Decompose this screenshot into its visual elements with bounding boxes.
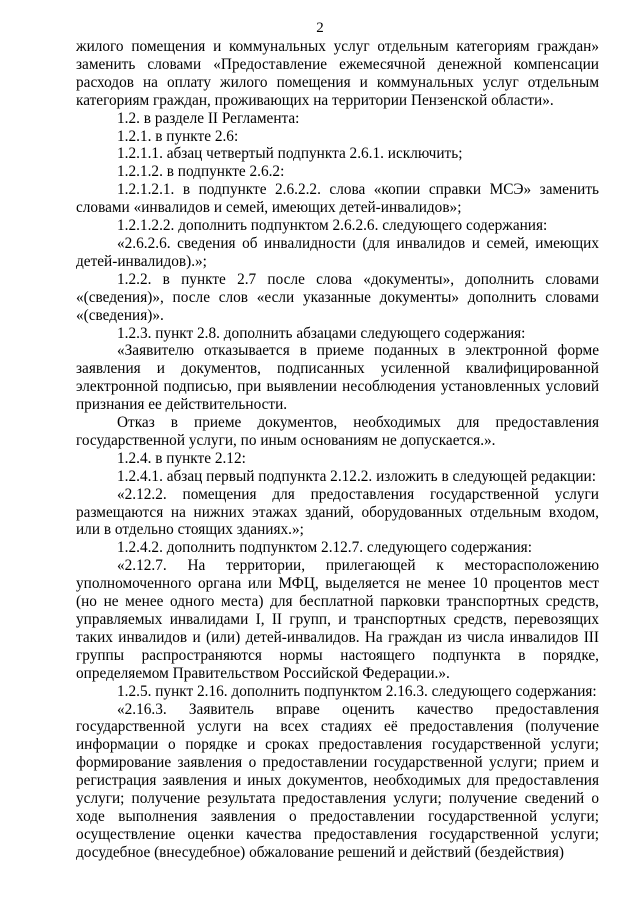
paragraph-1-2-4-2: 1.2.4.2. дополнить подпунктом 2.12.7. следующего содержания: — [117, 539, 532, 557]
paragraph-1-2-4: 1.2.4. в пункте 2.12: — [117, 449, 246, 467]
paragraph-quote-refusal-other: Отказ в приеме документов, необходимых для предоставления государственной услуги, по иным основаниям не допускается.». — [76, 414, 599, 449]
paragraph-1-2-2: 1.2.2. в пункте 2.7 после слова «документы», дополнить словами «(сведения)», после слов «если указанные документы» дополнить словами «(сведения)». — [76, 270, 599, 324]
page-number: 2 — [316, 20, 324, 36]
paragraph-1-2-3: 1.2.3. пункт 2.8. дополнить абзацами следующего содержания: — [117, 324, 526, 342]
paragraph-quote-2-12-2: «2.12.2. помещения для предоставления государственной услуги размещаются на нижних этажах зданий, оборудованных отдельным входом, или в отдельно стоящих зданиях.»; — [76, 485, 599, 539]
paragraph-1-2: 1.2. в разделе II Регламента: — [117, 109, 300, 127]
paragraph-quote-2-6-2-6: «2.6.2.6. сведения об инвалидности (для инвалидов и семей, имеющих детей-инвалидов).»; — [76, 234, 599, 270]
paragraph-quote-2-12-7: «2.12.7. На территории, прилегающей к месторасположению уполномоченного органа или МФЦ, выделяется не менее 10 процентов мест (но не менее одного места) для бесплатной парковки транспортных средств, управляемых инвалидами I, II групп, и транспортных средств, перевозящих таких инвалидов и (или) детей-инвалидов. На граждан из числа инвалидов III группы распространяются нормы настоящего подпункта в порядке, определяемом Правительством Российской Федерации.». — [76, 557, 599, 682]
paragraph-quote-2-16-3: «2.16.3. Заявитель вправе оценить качество предоставления государственной услуги на всех стадиях её предоставления (получение информации о порядке и сроках предоставления государственной услуги; формирование заявления о предоставлении государственной услуги; прием и регистрация заявления и иных документов, необходимых для предоставления услуги; получение результата предоставления услуги; получение сведений о ходе выполнения заявления о предоставлении государственной услуги; осуществление оценки качества предоставления государственной услуги; досудебное (внесудебное) обжалование решений и действий (бездействия) — [76, 700, 599, 861]
paragraph-1-2-1: 1.2.1. в пункте 2.6: — [117, 127, 239, 145]
document-body — [76, 38, 599, 862]
paragraph-1-2-1-2: 1.2.1.2. в подпункте 2.6.2: — [117, 163, 285, 181]
paragraph-1-2-1-1: 1.2.1.1. абзац четвертый подпункта 2.6.1. исключить; — [117, 145, 463, 163]
paragraph-quote-refusal: «Заявителю отказывается в приеме поданных в электронной форме заявления и документов, подписанных усиленной квалифицированной электронной подписью, при выявлении несоблюдения установленных условий признания ее действительности. — [76, 342, 599, 414]
paragraph-1-2-4-1: 1.2.4.1. абзац первый подпункта 2.12.2. изложить в следующей редакции: — [117, 467, 596, 485]
paragraph-1-2-1-2-1: 1.2.1.2.1. в подпункте 2.6.2.2. слова «копии справки МСЭ» заменить словами «инвалидов и семей, имеющих детей-инвалидов»; — [76, 181, 599, 217]
paragraph-1-2-1-2-2: 1.2.1.2.2. дополнить подпунктом 2.6.2.6. следующего содержания: — [117, 217, 548, 235]
paragraph-continuation: жилого помещения и коммунальных услуг отдельным категориям граждан» заменить словами «Предоставление ежемесячной денежной компенсации расходов на оплату жилого помещения и коммунальных услуг отдельным категориям граждан, проживающих на территории Пензенской области». — [76, 38, 599, 109]
paragraph-1-2-5: 1.2.5. пункт 2.16. дополнить подпунктом 2.16.3. следующего содержания: — [117, 682, 597, 700]
